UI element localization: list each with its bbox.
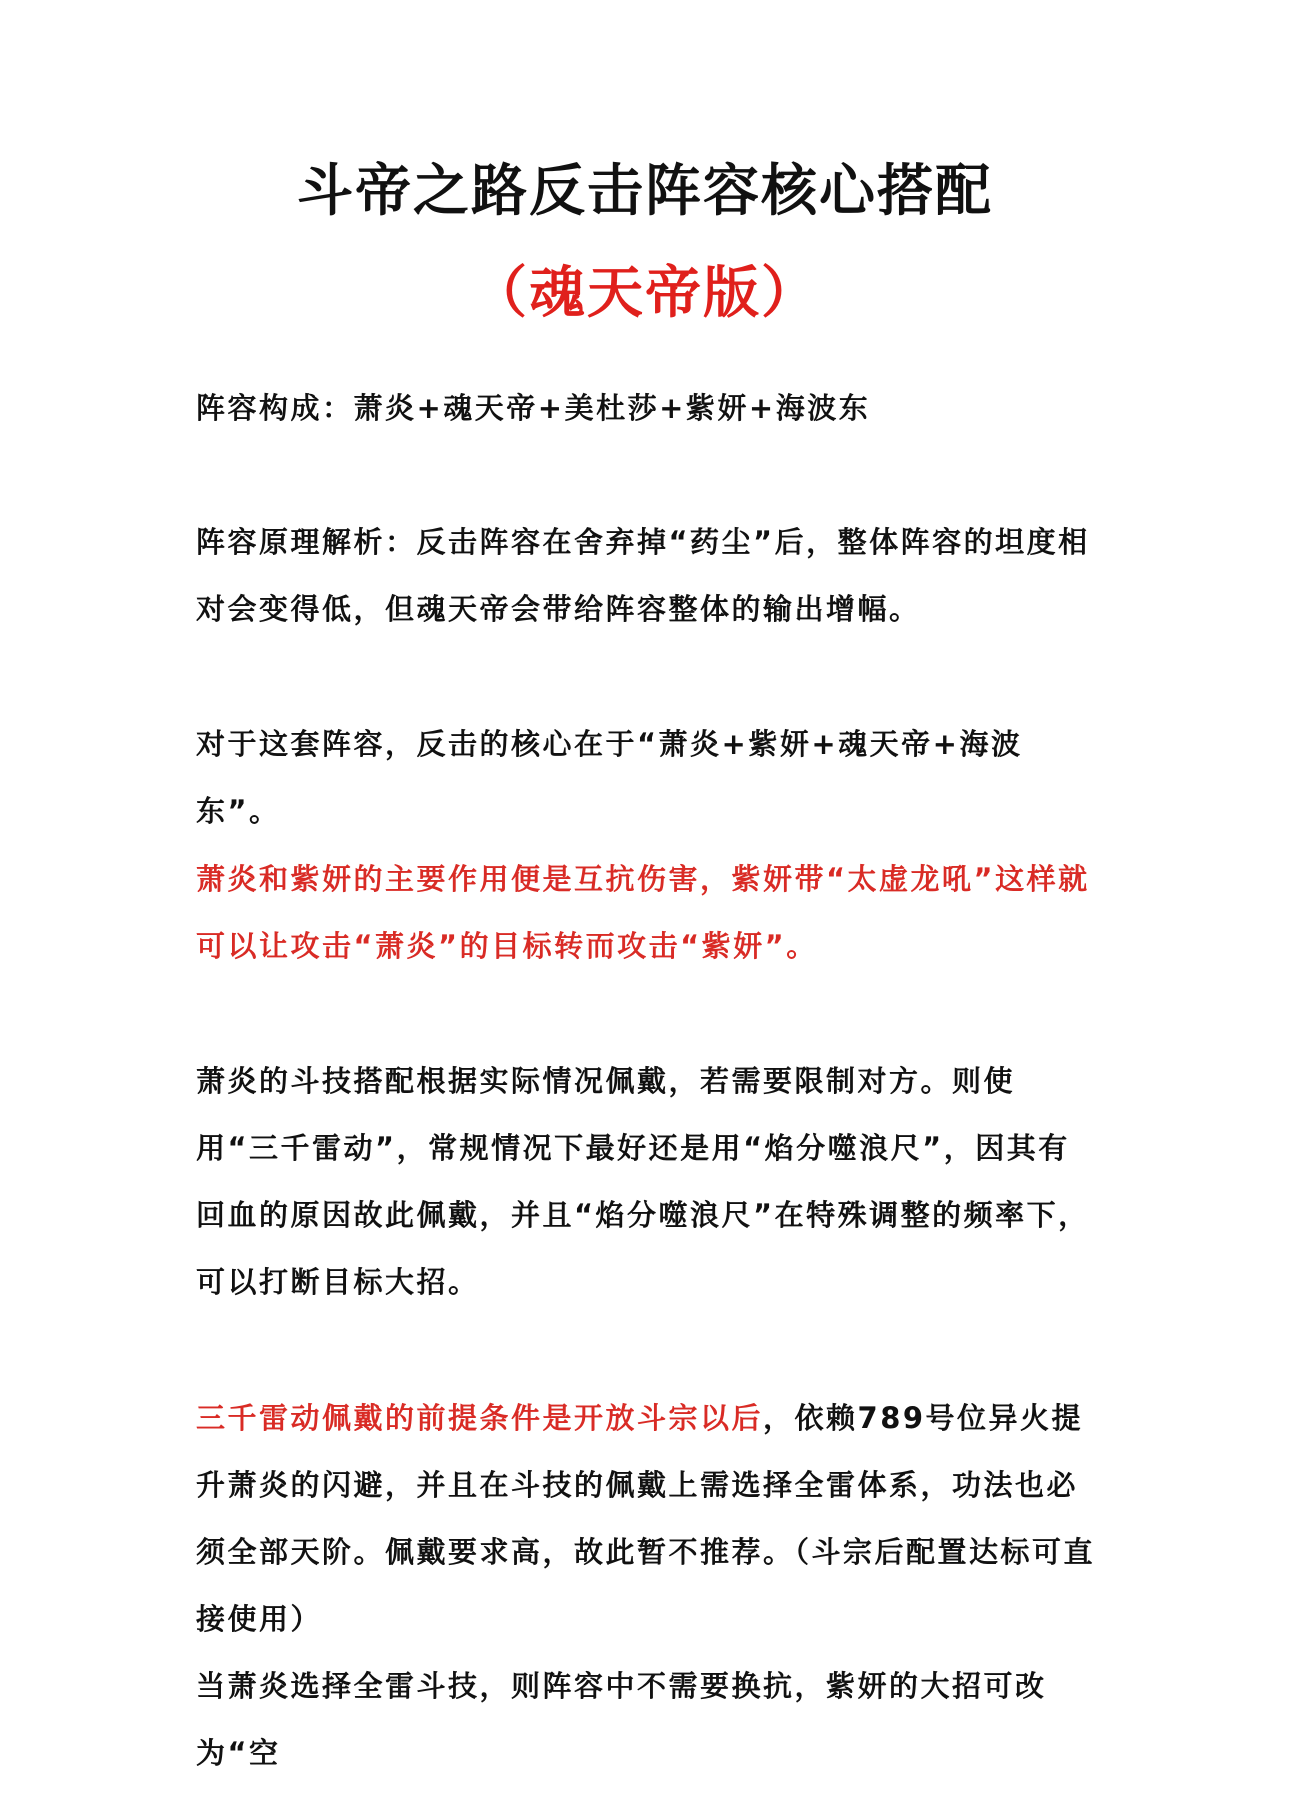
core-paragraph: 对于这套阵容，反击的核心在于“萧炎+紫妍+魂天帝+海波东”。 (196, 727, 1023, 828)
analysis-paragraph: 阵容原理解析：反击阵容在舍弃掉“药尘”后，整体阵容的坦度相对会变得低，但魂天帝会带给阵容整体的输出增幅。 (196, 525, 1090, 626)
note-text: ，依赖789号位异火提升萧炎的闪避，并且在斗技的佩戴上需选择全雷体系，功法也必须全部天阶。佩戴要求高，故此暂不推荐。（斗宗后配置达标可直接使用） (196, 1401, 1096, 1636)
note-paragraph (196, 1385, 1096, 1787)
page-title: 斗帝之路反击阵容核心搭配 (297, 159, 993, 224)
note-red-text: 三千雷动佩戴的前提条件是开放斗宗以后 (196, 1401, 764, 1435)
lineup-paragraph: 阵容构成：萧炎+魂天帝+美杜莎+紫妍+海波东 (196, 391, 871, 425)
page-subtitle: （魂天帝版） (471, 261, 819, 326)
note-last-line: 当萧炎选择全雷斗技，则阵容中不需要换抗，紫妍的大招可改为“空 (196, 1669, 1047, 1770)
highlight-paragraph: 萧炎和紫妍的主要作用便是互抗伤害，紫妍带“太虚龙吼”这样就可以让攻击“萧炎”的目标转而攻击“紫妍”。 (196, 862, 1090, 963)
skills-paragraph: 萧炎的斗技搭配根据实际情况佩戴，若需要限制对方。则使用“三千雷动”，常规情况下最好还是用“焰分噬浪尺”，因其有回血的原因故此佩戴，并且“焰分噬浪尺”在特殊调整的频率下，可以打断目标大招。 (196, 1064, 1090, 1299)
